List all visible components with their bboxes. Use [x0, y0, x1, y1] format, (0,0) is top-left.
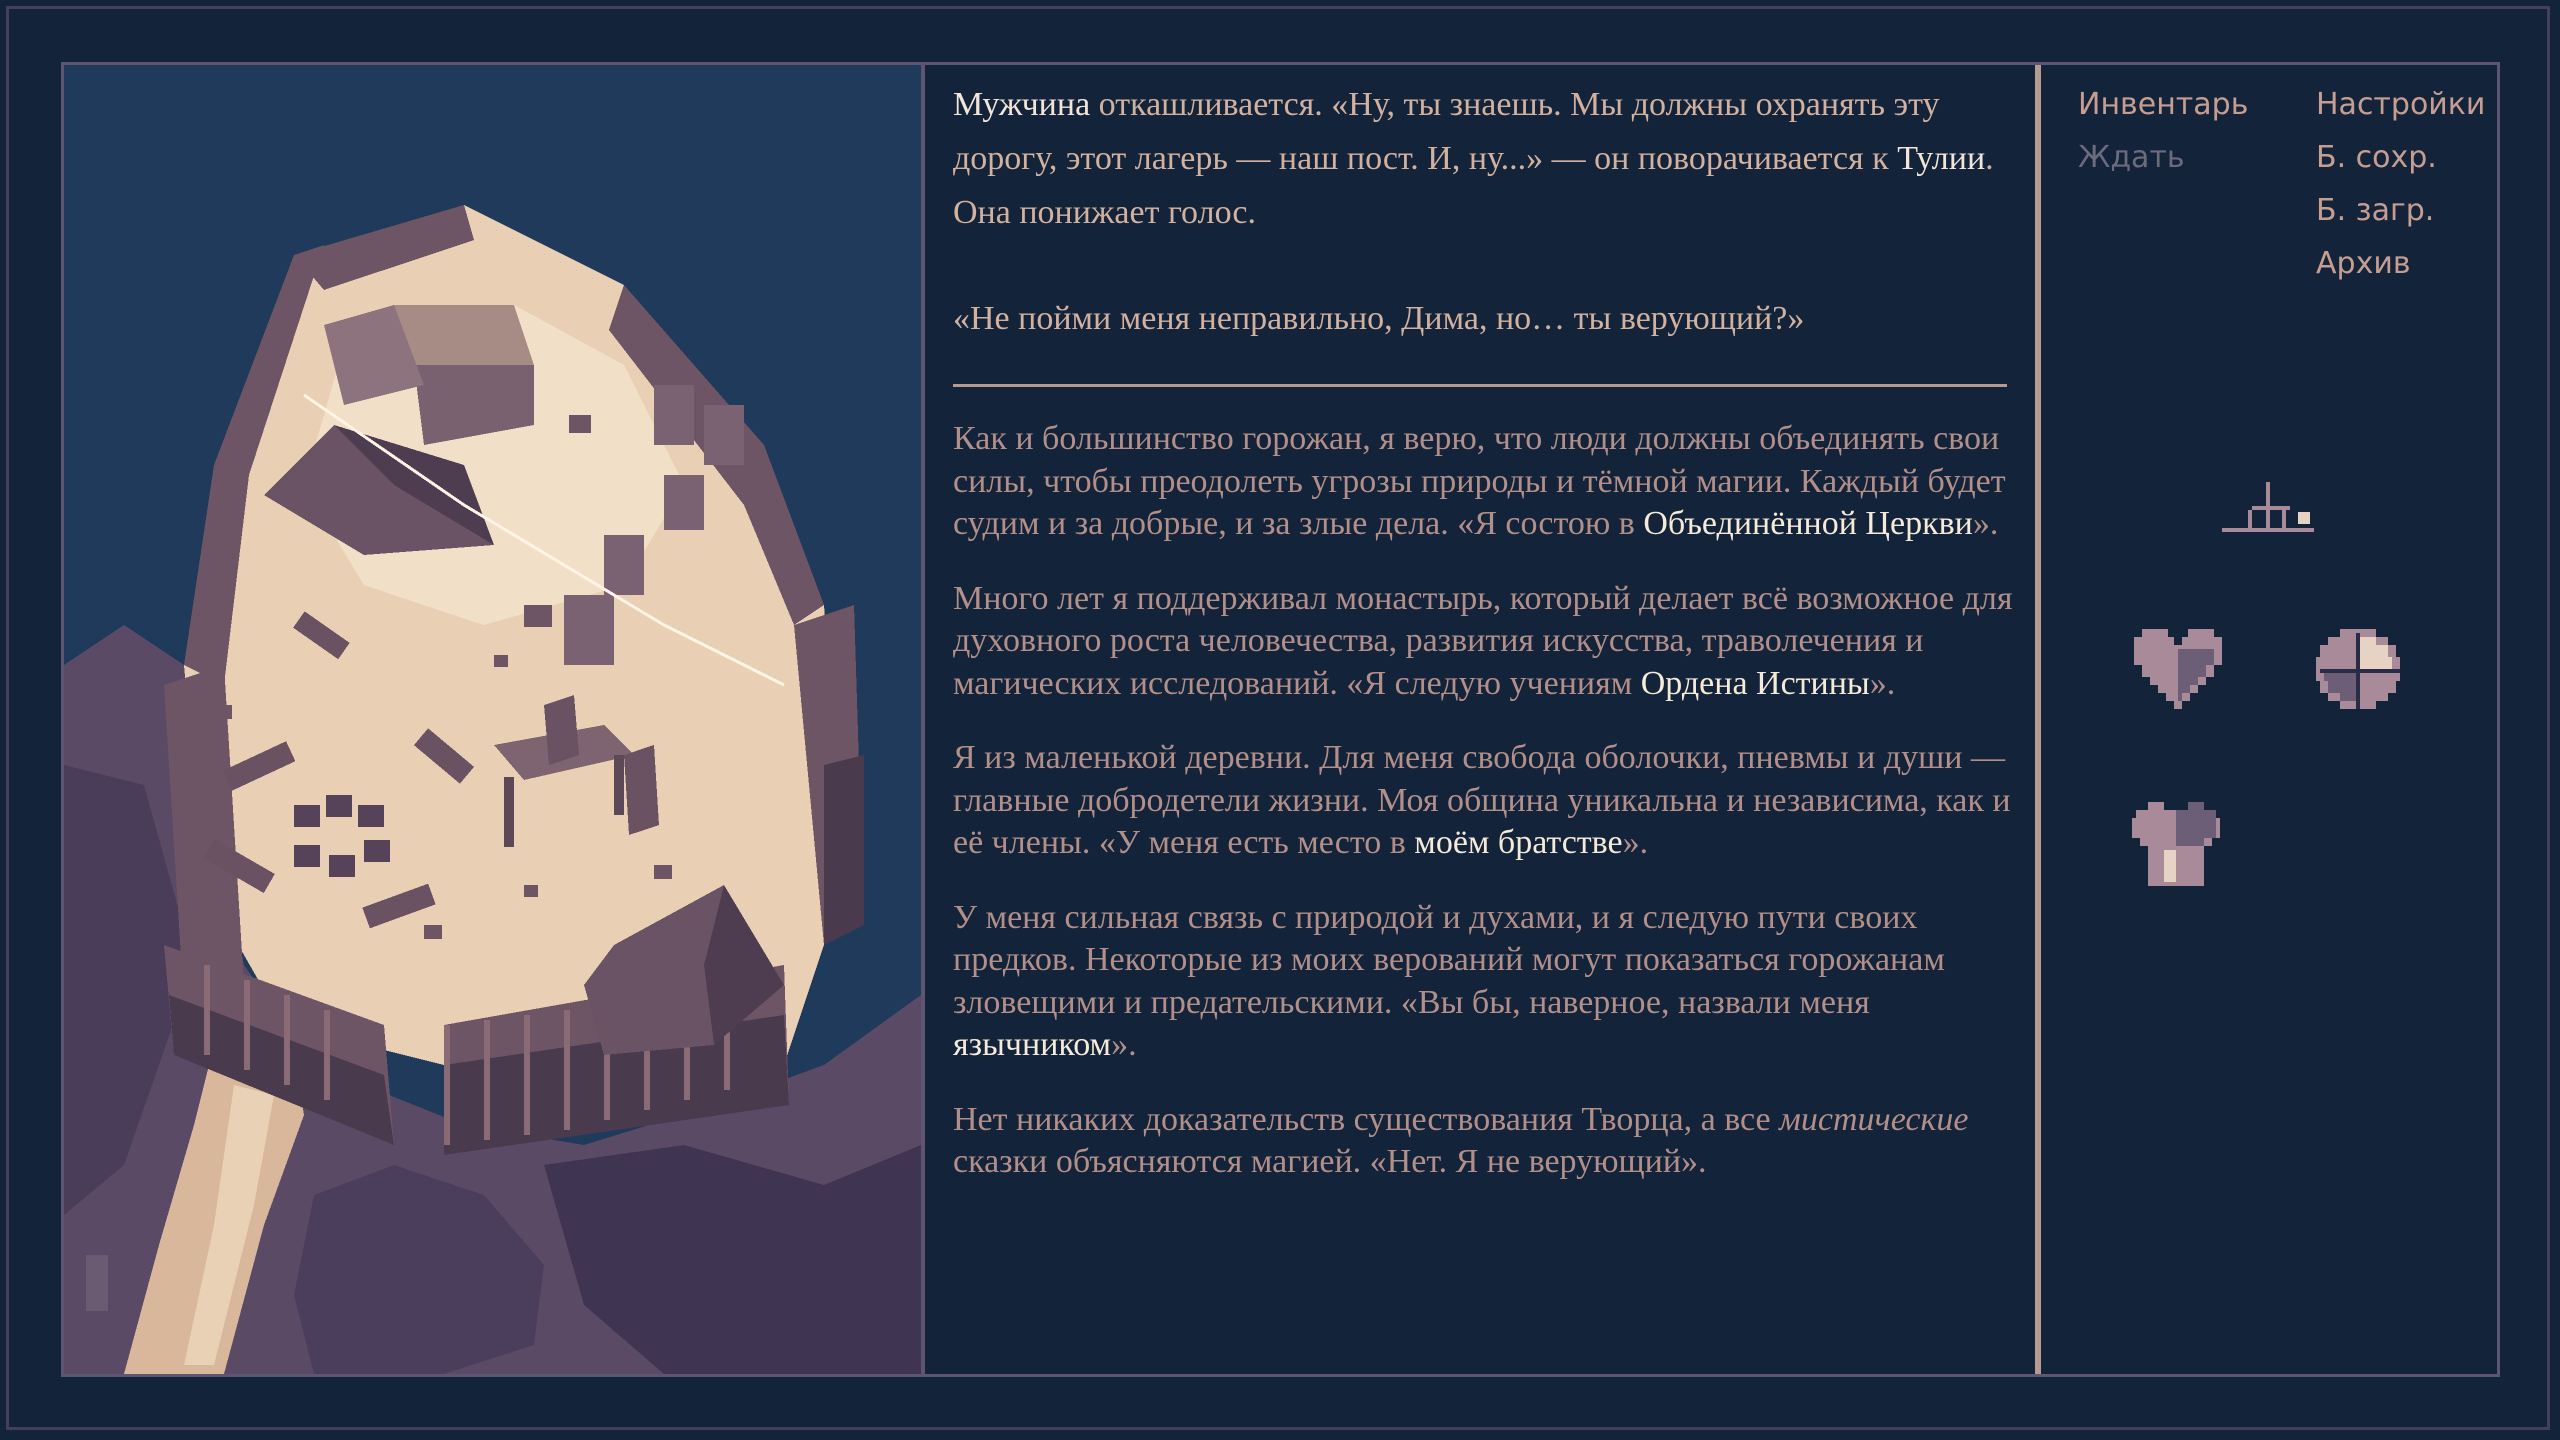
menu-quick-load[interactable]: Б. загр. [2316, 193, 2435, 228]
menu-inventory[interactable]: Инвентарь [2078, 87, 2249, 122]
target-name: Тулии [1897, 140, 1986, 177]
shirt-icon [2128, 798, 2224, 895]
choice-pagan[interactable]: У меня сильная связь с природой и духами, и я следую пути своих предков. Некоторые из моих верований могут показаться горожанам зловещими и предательскими. «Вы бы, наверное, назвали меня язычником». [953, 898, 1945, 1063]
choice-order-of-truth[interactable]: Много лет я поддерживал монастырь, который делает всё возможное для духовного роста человечества, развития искусства, траволечения и магических исследований. «Я следую учениям Ордена Истины». [953, 579, 2013, 702]
menu-archive[interactable]: Архив [2316, 246, 2411, 281]
menu-wait: Ждать [2078, 140, 2185, 175]
dialogue-text [953, 78, 2033, 346]
sundial-icon [2222, 470, 2314, 541]
choice-list [953, 418, 2028, 1216]
menu-settings[interactable]: Настройки [2316, 87, 2486, 122]
heart-icon [2130, 625, 2226, 718]
choice-non-believer[interactable]: Нет никаких доказательств существования Творца, а все мистические сказки объясняются магией. «Нет. Я не верующий». [953, 1100, 1969, 1180]
narration: Мужчина откашливается. «Ну, ты знаешь. Мы должны охранять эту дорогу, этот лагерь — наш пост. И, ну...» — он поворачивается к Тулии. Она понижает голос. [953, 86, 1994, 231]
menu-quick-save[interactable]: Б. сохр. [2316, 140, 2437, 175]
dialogue-separator [953, 384, 2007, 387]
choice-united-church[interactable]: Как и большинство горожан, я верю, что люди должны объединять свои силы, чтобы преодолеть угрозы природы и тёмной магии. Каждый будет судим и за добрые, и за злые дела. «Я состою в Объединённой Церкви». [953, 420, 2006, 542]
menu-panel [2041, 65, 2497, 1374]
scene-illustration [64, 65, 921, 1374]
spirit-orb-icon [2312, 625, 2404, 718]
choice-brotherhood[interactable]: Я из маленькой деревни. Для меня свобода оболочки, пневмы и души — главные добродетели жизни. Моя община уникальна и независима, как и её члены. «У меня есть место в моём братстве». [953, 739, 2011, 861]
dialogue-quote: «Не пойми меня неправильно, Дима, но… ты верующий?» [953, 300, 1805, 337]
speaker-name: Мужчина [953, 86, 1091, 123]
